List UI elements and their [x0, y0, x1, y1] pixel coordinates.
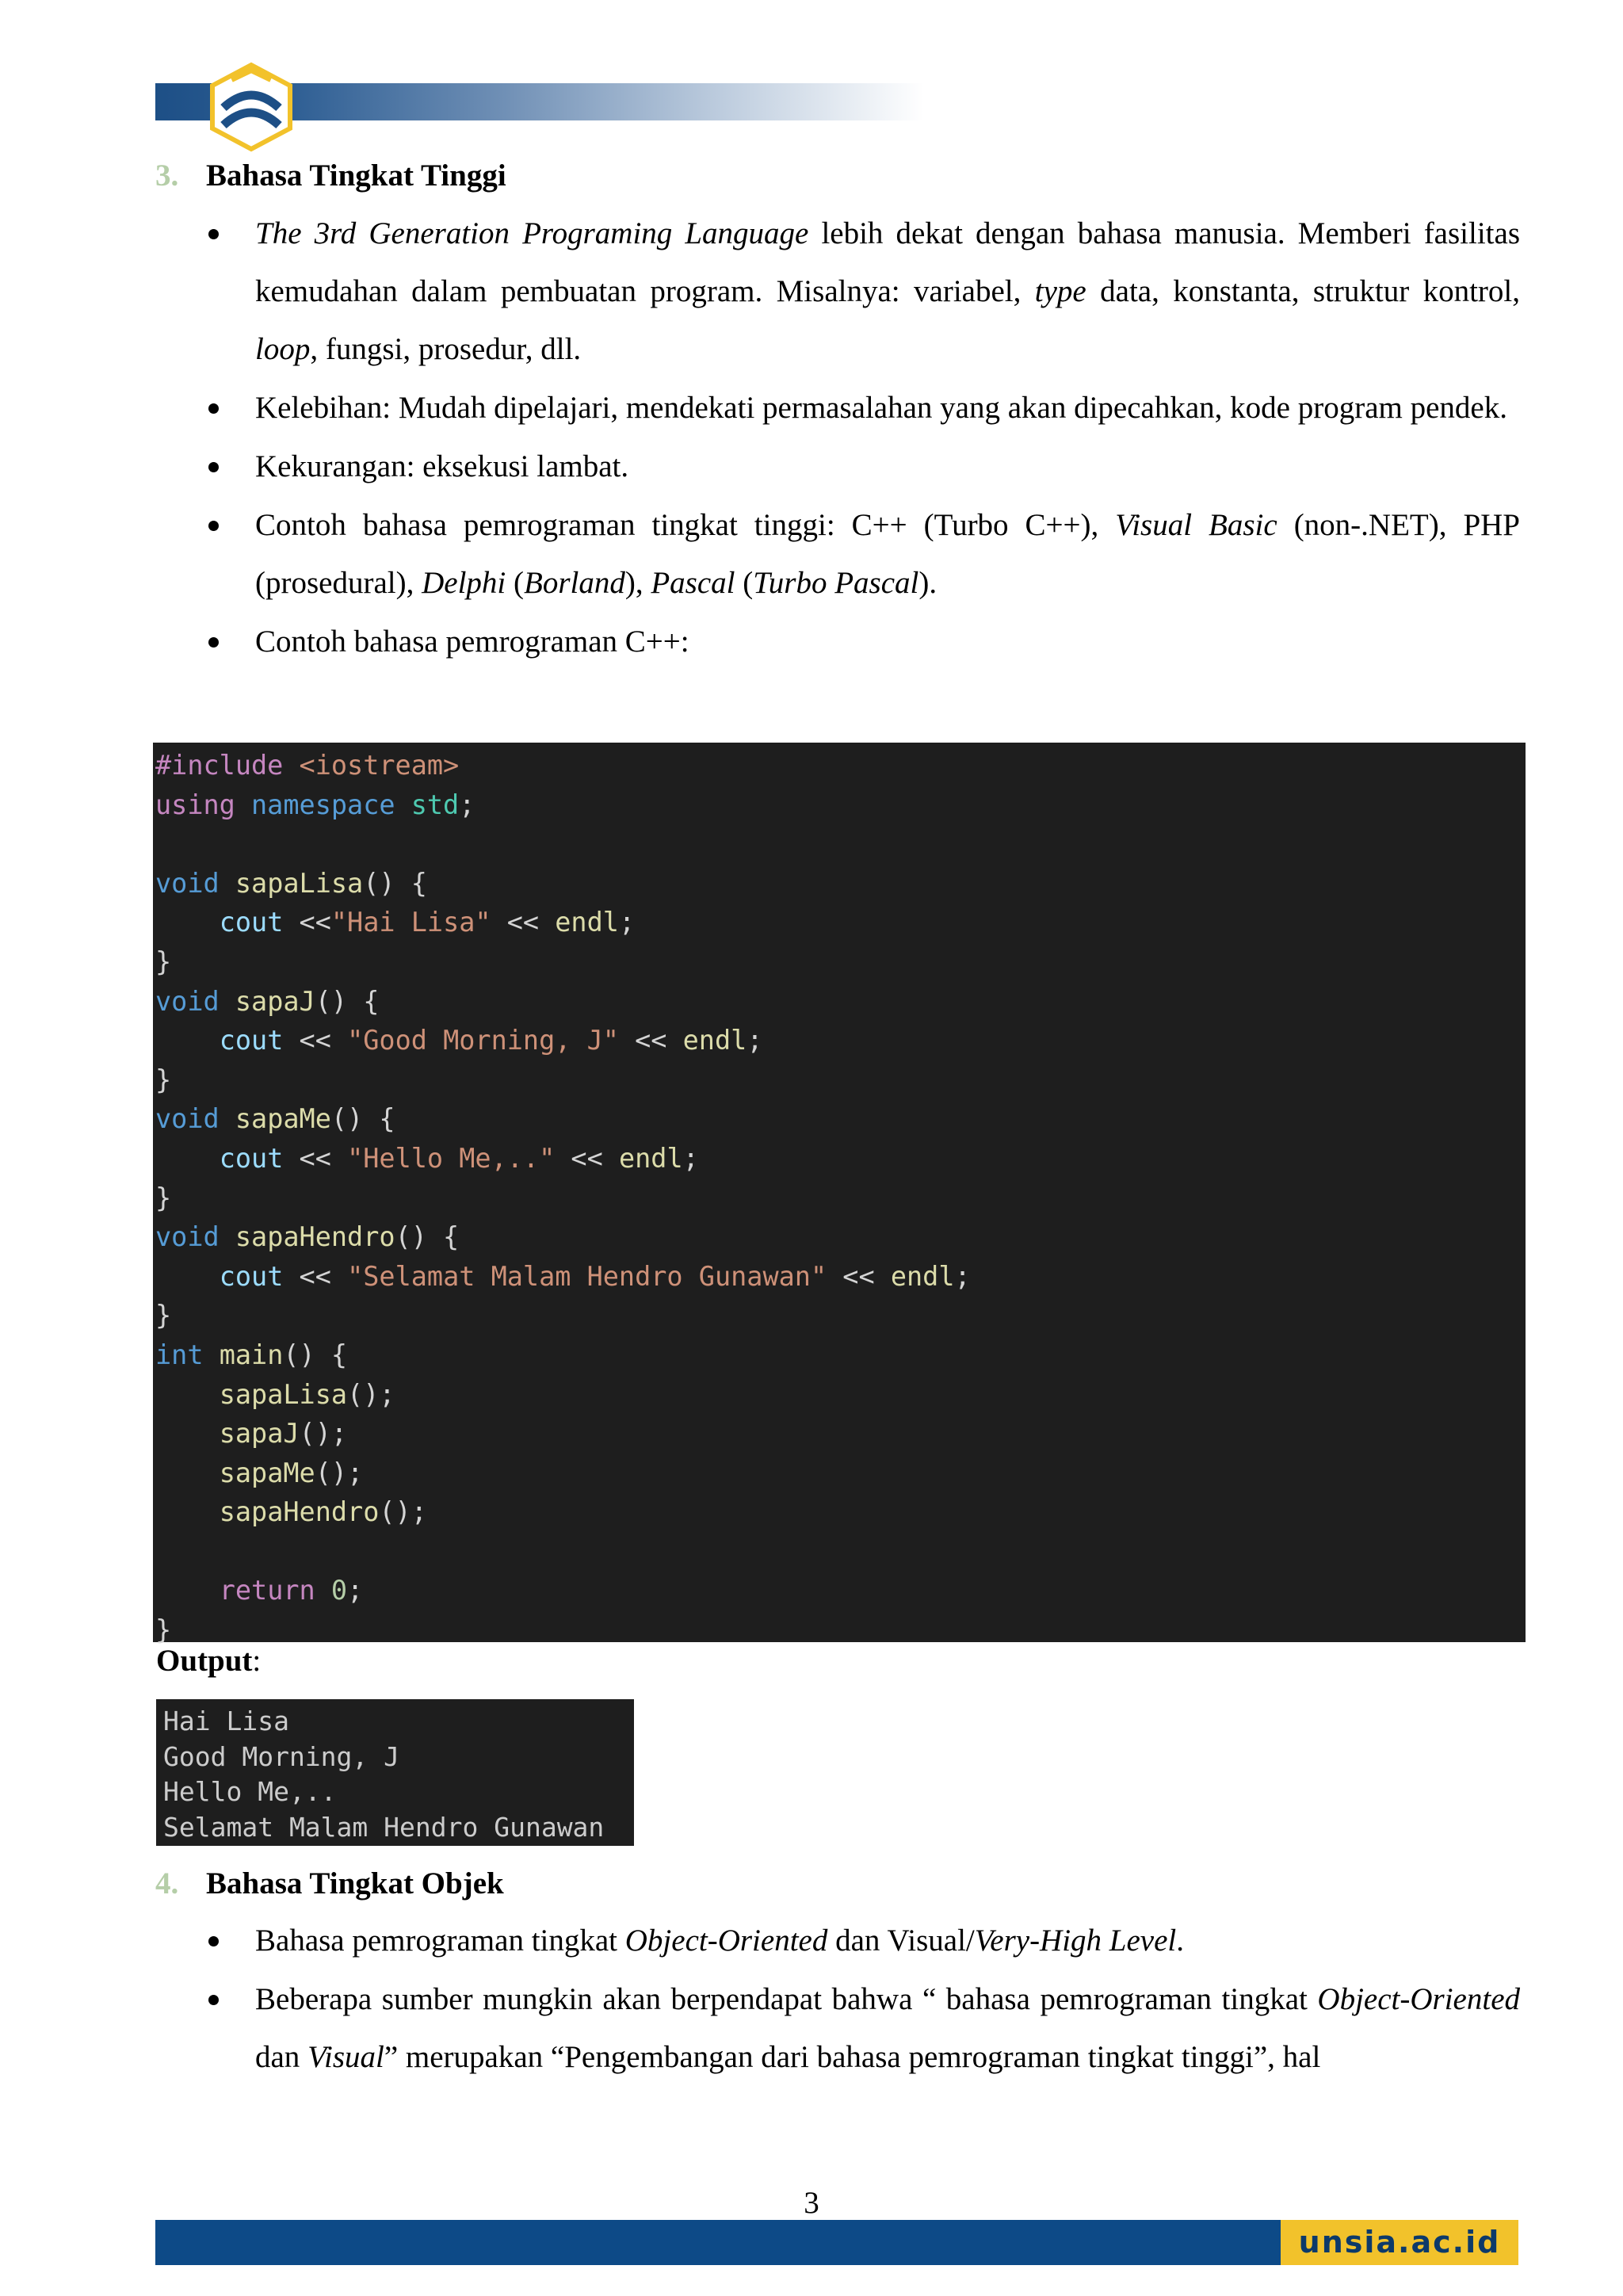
code-token: endl — [890, 1260, 955, 1292]
code-token: sapaMe — [219, 1457, 315, 1488]
bullet-dot-icon — [208, 1995, 219, 2005]
code-token: std — [411, 789, 460, 820]
text: (non-.NET), PHP (prosedural), — [255, 508, 1520, 600]
bullet-dot-icon — [208, 637, 219, 648]
italic-text: Turbo Pascal — [753, 566, 919, 600]
code-token: void — [155, 1103, 220, 1135]
code-token: int — [155, 1339, 204, 1370]
bullet-dot-icon — [208, 521, 219, 531]
code-token: return — [219, 1575, 315, 1606]
bullet-dot-icon — [208, 1936, 219, 1946]
bullet-dot-icon — [208, 462, 219, 472]
section-3-bullet-list — [204, 204, 1520, 670]
italic-text: type — [1034, 274, 1086, 308]
italic-text: Delphi — [422, 566, 506, 600]
code-token: void — [155, 867, 220, 899]
code-token: cout — [219, 907, 284, 938]
code-block: #include <iostream> using namespace std; void sapaLisa() { cout <<"Hai Lisa" << endl; } void sapaJ() { cout << "Good Morning, J" << endl; } void sapaMe() { cout << "Hello Me,.." << endl; } void sapaHendro() { cout << "Selamat Malam Hendro Gunawan" << endl; } int main() { sapaLisa(); sapaJ(); sapaMe(); sapaHendro(); return 0; } — [153, 743, 1526, 1642]
code-token: cout — [219, 1260, 284, 1292]
italic-text: loop — [255, 332, 311, 366]
italic-text: Very-High Level — [974, 1924, 1177, 1958]
italic-text: Visual Basic — [1115, 508, 1277, 542]
bullet-contoh-cpp — [204, 613, 1520, 670]
text: ), — [624, 566, 651, 600]
university-logo-icon — [208, 62, 295, 152]
code-token: sapaLisa — [219, 1378, 348, 1410]
italic-text: Visual — [307, 2040, 384, 2074]
code-token: main — [219, 1339, 284, 1370]
text: dan — [255, 2040, 308, 2074]
bullet-dot-icon — [208, 229, 219, 239]
bullet-object-oriented — [204, 1912, 1520, 1969]
bullet-3rd-generation — [204, 204, 1520, 378]
text: Bahasa pemrograman tingkat — [255, 1924, 625, 1958]
text: dan Visual/ — [827, 1924, 975, 1958]
text: Contoh bahasa pemrograman C++: — [255, 625, 689, 659]
code-token: "Good Morning, J" — [347, 1025, 619, 1056]
text: ( — [506, 566, 524, 600]
section-3-title: Bahasa Tingkat Tinggi — [206, 159, 506, 193]
code-token: <iostream> — [299, 750, 460, 781]
code-token: #include — [155, 750, 284, 781]
code-token: sapaLisa — [235, 867, 364, 899]
code-token: sapaMe — [235, 1103, 331, 1135]
italic-text: Object-Oriented — [1317, 1982, 1520, 2016]
section-4-heading — [155, 1865, 504, 1903]
code-token: ; — [459, 789, 475, 820]
code-token: 0 — [330, 1575, 348, 1606]
code-token: endl — [682, 1025, 747, 1056]
code-token: endl — [618, 1142, 683, 1174]
code-token: void — [155, 1221, 220, 1253]
italic-text: Object-Oriented — [624, 1924, 828, 1958]
text: ). — [918, 566, 938, 600]
code-token: void — [155, 985, 220, 1017]
bullet-contoh-bahasa — [204, 496, 1520, 612]
bullet-dot-icon — [208, 403, 219, 414]
bullet-kekurangan — [204, 437, 1520, 495]
code-token: sapaHendro — [235, 1221, 395, 1253]
text: data, konstanta, struktur kontrol, — [1086, 274, 1520, 308]
code-token: using — [155, 789, 235, 820]
text: ( — [735, 566, 754, 600]
bullet-kelebihan — [204, 379, 1520, 437]
console-output — [156, 1699, 634, 1846]
section-4-bullet-list — [204, 1912, 1520, 2086]
text: lebih dekat dengan bahasa manusia. Memberi fasilitas kemudahan dalam pembuatan program. Misalnya: variabel, — [255, 216, 1520, 308]
footer-url: unsia.ac.id — [1281, 2220, 1518, 2265]
output-label-colon: : — [252, 1644, 262, 1678]
text: , fungsi, prosedur, dll. — [310, 332, 582, 366]
output-label-text: Output — [156, 1644, 253, 1678]
code-token: "Hai Lisa" — [330, 907, 491, 938]
console-line: Hai Lisa — [163, 1706, 289, 1736]
code-token: cout — [219, 1025, 284, 1056]
code-token: namespace — [251, 789, 395, 820]
console-line: Hello Me,.. — [163, 1776, 337, 1807]
console-line: Good Morning, J — [163, 1740, 400, 1772]
section-3-number: 3. — [155, 159, 179, 193]
italic-text: The 3rd Generation Programing Language — [255, 216, 809, 250]
code-token: sapaHendro — [219, 1496, 380, 1528]
code-token: "Selamat Malam Hendro Gunawan" — [347, 1260, 827, 1292]
section-4-number: 4. — [155, 1866, 179, 1901]
code-token: sapaJ — [219, 1418, 300, 1450]
output-label — [156, 1642, 261, 1680]
code-token: endl — [555, 907, 619, 938]
text: Kelebihan: Mudah dipelajari, mendekati permasalahan yang akan dipecahkan, kode program pendek. — [255, 391, 1507, 425]
code-token: cout — [219, 1142, 284, 1174]
code-token: sapaJ — [235, 985, 315, 1017]
text: Beberapa sumber mungkin akan berpendapat bahwa “ bahasa pemrograman tingkat — [255, 1982, 1318, 2016]
text: ” merupakan “Pengembangan dari bahasa pemrograman tingkat tinggi”, hal — [384, 2040, 1321, 2074]
italic-text: Borland — [524, 566, 625, 600]
text: Contoh bahasa pemrograman tingkat tinggi: C++ (Turbo C++), — [255, 508, 1116, 542]
page-number: 3 — [804, 2186, 819, 2220]
section-4-title: Bahasa Tingkat Objek — [206, 1866, 504, 1901]
italic-text: Pascal — [651, 566, 735, 600]
console-line: Selamat Malam Hendro Gunawan — [163, 1811, 605, 1843]
bullet-beberapa-sumber — [204, 1970, 1520, 2086]
section-3-heading — [155, 157, 506, 195]
text: Kekurangan: eksekusi lambat. — [255, 449, 629, 483]
code-token: "Hello Me,.." — [347, 1142, 556, 1174]
text: . — [1176, 1924, 1185, 1958]
